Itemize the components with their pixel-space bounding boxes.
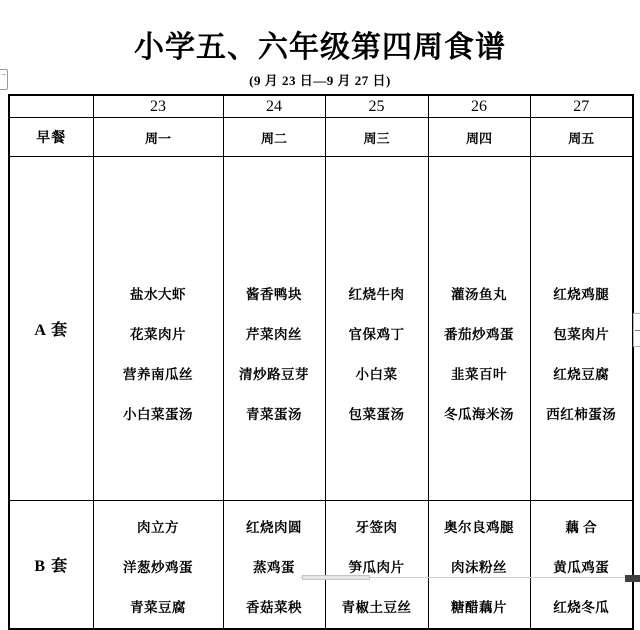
scrollbar-corner bbox=[625, 575, 640, 582]
date-row bbox=[9, 95, 633, 118]
dish: 洋葱炒鸡蛋 bbox=[123, 559, 193, 575]
object-anchor-handle[interactable] bbox=[0, 69, 8, 90]
dish: 香菇菜秧 bbox=[246, 599, 302, 615]
dish: 青椒土豆丝 bbox=[341, 599, 412, 615]
set-a-wednesday-cell bbox=[325, 157, 428, 501]
weekday-cell: 周三 bbox=[325, 118, 428, 157]
dish: 糖醋藕片 bbox=[451, 599, 507, 615]
dish: 肉沫粉丝 bbox=[451, 559, 507, 575]
dish: 包菜蛋汤 bbox=[348, 406, 405, 422]
date-cell: 25 bbox=[325, 95, 428, 118]
dish: 青菜豆腐 bbox=[130, 599, 186, 615]
dish: 小白菜蛋汤 bbox=[123, 406, 193, 422]
weekday-cell: 周二 bbox=[223, 118, 325, 157]
dish: 黄瓜鸡蛋 bbox=[553, 559, 610, 575]
weekday-cell: 周四 bbox=[428, 118, 530, 157]
set-b-thursday-cell bbox=[428, 501, 530, 630]
breakfast-label-cell: 早餐 bbox=[9, 118, 93, 157]
set-a-label-cell: A 套 bbox=[9, 157, 93, 501]
vertical-scrollbar-thumb[interactable] bbox=[633, 313, 640, 347]
date-cell: 24 bbox=[223, 95, 325, 118]
weekday-cell: 周五 bbox=[530, 118, 633, 157]
set-b-friday-cell bbox=[530, 501, 633, 630]
set-a-tuesday-cell bbox=[223, 157, 325, 501]
dish: 奥尔良鸡腿 bbox=[444, 519, 514, 535]
scroll-grip-icon bbox=[635, 330, 640, 331]
dish: 小白菜 bbox=[355, 366, 398, 382]
weekday-cell: 周一 bbox=[93, 118, 223, 157]
dish: 官保鸡丁 bbox=[348, 326, 405, 342]
dish: 蒸鸡蛋 bbox=[253, 559, 295, 575]
anchor-arrow-icon: → bbox=[0, 70, 7, 78]
dish: 韭菜百叶 bbox=[451, 366, 507, 382]
dish: 红烧肉圆 bbox=[246, 519, 302, 535]
dish: 营养南瓜丝 bbox=[123, 366, 193, 382]
weekday-row bbox=[9, 118, 633, 157]
set-a-friday-cell bbox=[530, 157, 633, 501]
menu-table bbox=[8, 94, 634, 630]
horizontal-scrollbar-thumb[interactable] bbox=[302, 575, 370, 580]
date-cell: 23 bbox=[93, 95, 223, 118]
date-cell: 26 bbox=[428, 95, 530, 118]
dish: 酱香鸭块 bbox=[246, 286, 302, 302]
page-subtitle: (9 月 23 日—9 月 27 日) bbox=[249, 73, 391, 88]
set-b-tuesday-cell bbox=[223, 501, 325, 630]
set-b-label-cell: B 套 bbox=[9, 501, 93, 630]
dish: 清炒路豆芽 bbox=[239, 366, 309, 382]
dish: 灌汤鱼丸 bbox=[451, 286, 507, 302]
page-title: 小学五、六年级第四周食谱 bbox=[134, 31, 506, 64]
dish: 牙签肉 bbox=[355, 519, 398, 535]
dish: 花菜肉片 bbox=[130, 326, 186, 342]
dish: 肉立方 bbox=[137, 519, 179, 535]
dish: 红烧鸡腿 bbox=[553, 286, 610, 302]
set-a-monday-cell bbox=[93, 157, 223, 501]
dish: 盐水大虾 bbox=[130, 286, 186, 302]
set-a-row bbox=[9, 157, 633, 501]
dish: 笋瓜肉片 bbox=[348, 559, 405, 575]
dish: 番茄炒鸡蛋 bbox=[444, 326, 514, 342]
dish: 包菜肉片 bbox=[553, 326, 610, 342]
dish: 青菜蛋汤 bbox=[246, 406, 302, 422]
dish: 西红柿蛋汤 bbox=[546, 406, 617, 422]
dish: 冬瓜海米汤 bbox=[444, 406, 514, 422]
dish: 红烧牛肉 bbox=[348, 286, 405, 302]
corner-cell bbox=[9, 95, 93, 118]
date-cell: 27 bbox=[530, 95, 633, 118]
dish: 藕 合 bbox=[565, 519, 598, 535]
set-b-monday-cell bbox=[93, 501, 223, 630]
set-b-row bbox=[9, 501, 633, 630]
dish: 红烧冬瓜 bbox=[553, 599, 610, 615]
set-b-wednesday-cell bbox=[325, 501, 428, 630]
dish: 红烧豆腐 bbox=[553, 366, 610, 382]
dish: 芹菜肉丝 bbox=[246, 326, 302, 342]
set-a-thursday-cell bbox=[428, 157, 530, 501]
